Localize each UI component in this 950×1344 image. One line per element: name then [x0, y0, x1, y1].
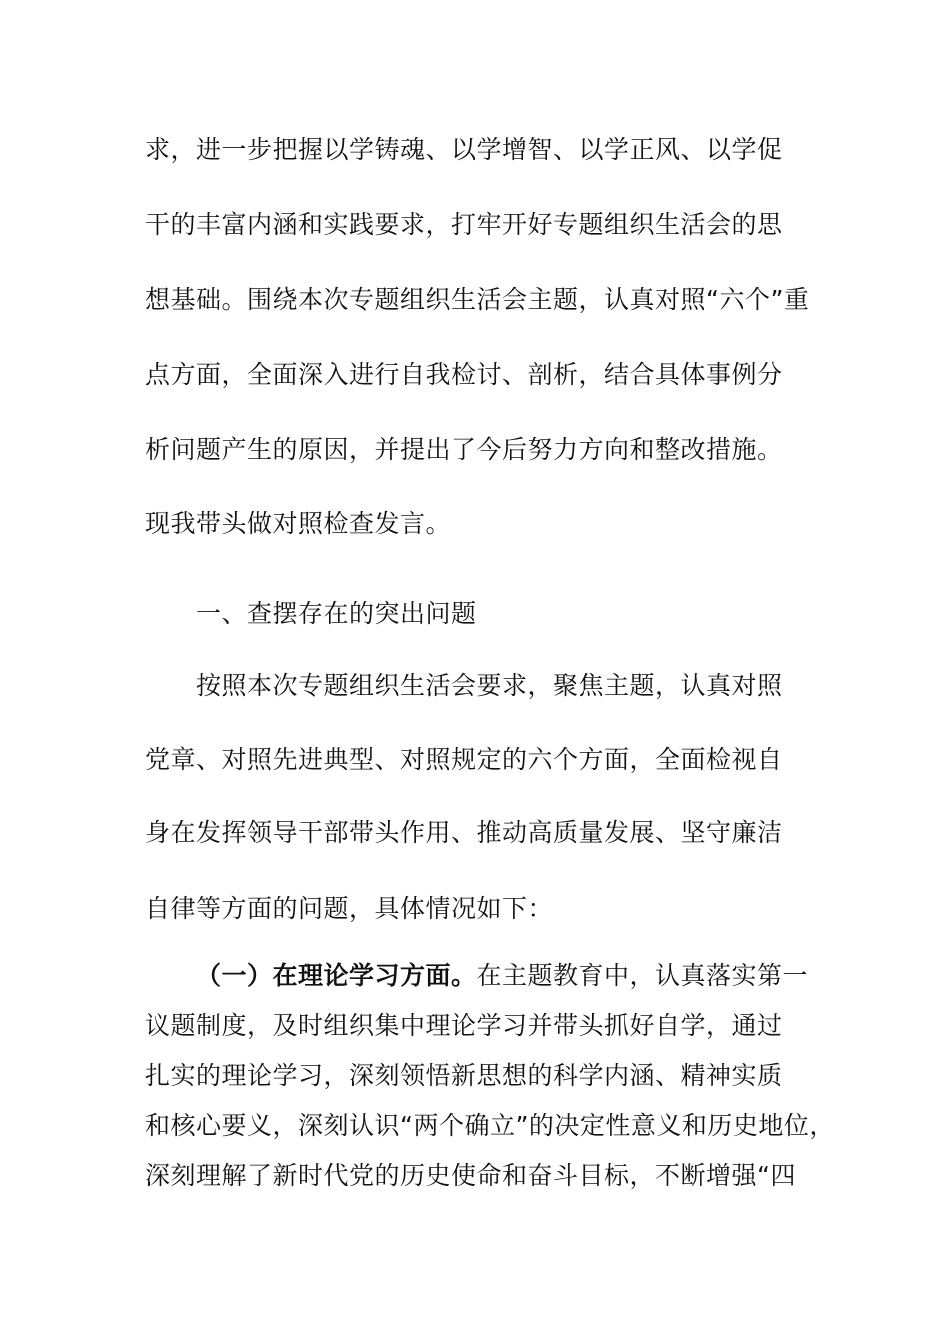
paragraph-2-line-1: 按照本次专题组织生活会要求，聚焦主题，认真对照	[196, 671, 783, 700]
paragraph-3-line-4: 和核心要义，深刻认识“两个确立”的决定性意义和历史地位，	[145, 1111, 835, 1140]
paragraph-1-line-5: 析问题产生的原因，并提出了今后努力方向和整改措施。	[145, 435, 783, 464]
paragraph-2-line-3: 身在发挥领导干部带头作用、推动高质量发展、坚守廉洁	[145, 818, 783, 847]
paragraph-1-line-6: 现我带头做对照检查发言。	[145, 509, 452, 538]
paragraph-2-line-4: 自律等方面的问题，具体情况如下：	[145, 894, 554, 923]
paragraph-2-line-2: 党章、对照先进典型、对照规定的六个方面，全面检视自	[145, 745, 783, 774]
paragraph-3-line-2: 议题制度，及时组织集中理论学习并带头抓好自学，通过	[145, 1011, 783, 1040]
paragraph-3-line-3: 扎实的理论学习，深刻领悟新思想的科学内涵、精神实质	[145, 1061, 783, 1090]
paragraph-1-line-4: 点方面，全面深入进行自我检讨、剖析，结合具体事例分	[145, 360, 783, 389]
section-heading: 一、查摆存在的突出问题	[196, 599, 477, 628]
paragraph-3-line-1	[196, 958, 808, 994]
paragraph-1-line-2: 干的丰富内涵和实践要求，打牢开好专题组织生活会的思	[145, 210, 783, 239]
paragraph-1-line-3: 想基础。围绕本次专题组织生活会主题，认真对照“六个”重	[145, 285, 810, 314]
paragraph-3-line-1-text: 在主题教育中，认真落实第一	[476, 961, 809, 990]
paragraph-3-line-5: 深刻理解了新时代党的历史使命和奋斗目标，不断增强“四	[145, 1161, 796, 1190]
paragraph-3-heading: （一）在理论学习方面。	[196, 961, 477, 990]
paragraph-1-line-1: 求，进一步把握以学铸魂、以学增智、以学正风、以学促	[145, 135, 783, 164]
